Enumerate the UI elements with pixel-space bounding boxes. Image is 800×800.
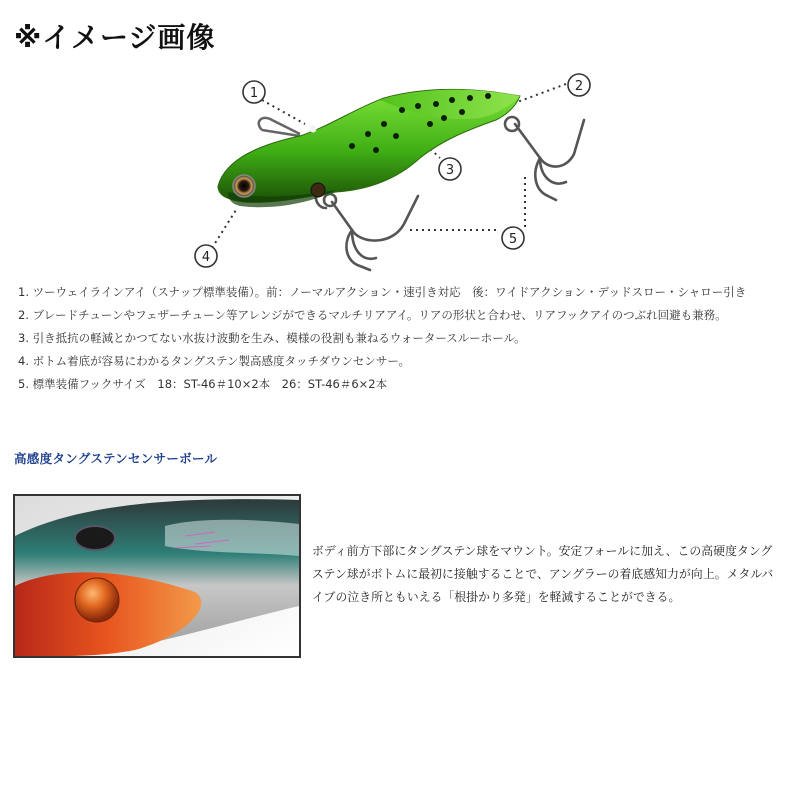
section-title: 高感度タングステンセンサーボール [14, 451, 218, 466]
feature-item-2: 2. ブレードチューンやフェザーチューン等アレンジができるマルチリアアイ。リアの形状と合わせ、リアフックアイのつぶれ回避も兼務。 [18, 308, 727, 322]
callout-1-label: 1 [249, 86, 259, 101]
callout-3 [439, 158, 461, 180]
leader-2 [512, 84, 566, 104]
callout-2 [568, 74, 590, 96]
sensor-closeup-illustration [15, 496, 299, 656]
leader-4 [212, 210, 236, 248]
lure-eye [233, 175, 255, 197]
sensor-ball [311, 183, 325, 197]
snap [259, 118, 300, 136]
callout-2-label: 2 [574, 79, 584, 94]
callout-1 [243, 81, 265, 103]
lure-figure [0, 62, 800, 280]
line-eye [310, 126, 317, 133]
feature-list [18, 281, 788, 396]
callout-3-label: 3 [445, 163, 455, 178]
notice-label: ※イメージ画像 [14, 21, 216, 54]
front-hook [316, 188, 418, 270]
callout-4 [195, 245, 217, 267]
feature-item-5: 5. 標準装備フックサイズ 18：ST-46＃10×2本 26：ST-46＃6×2本 [18, 377, 388, 391]
callout-5 [502, 227, 524, 249]
feature-item-4: 4. ボトム着底が容易にわかるタングステン製高感度タッチダウンセンサー。 [18, 354, 410, 368]
sensor-closeup-image [13, 494, 301, 658]
leader-1 [262, 100, 305, 124]
feature-item-1: 1. ツーウェイラインアイ（スナップ標準装備）。前：ノーマルアクション・速引き対応 後：ワイドアクション・デッドスロー・シャロー引き [18, 285, 747, 299]
sensor-description: ボディ前方下部にタングステン球をマウント。安定フォールに加え、この高硬度タングステン球がボトムに最初に接触することで、アングラーの着底感知力が向上。メタルバイブの泣き所ともいえる「根掛かり多発」を軽減することができる。 [312, 544, 774, 604]
rear-hook [505, 117, 584, 200]
callout-4-label: 4 [201, 250, 211, 265]
callout-5-label: 5 [508, 232, 518, 247]
feature-item-3: 3. 引き抵抗の軽減とかつてない水抜け波動を生み、模様の役割も兼ねるウォータースルーホール。 [18, 331, 526, 345]
closeup-sensor-ball [75, 578, 119, 622]
